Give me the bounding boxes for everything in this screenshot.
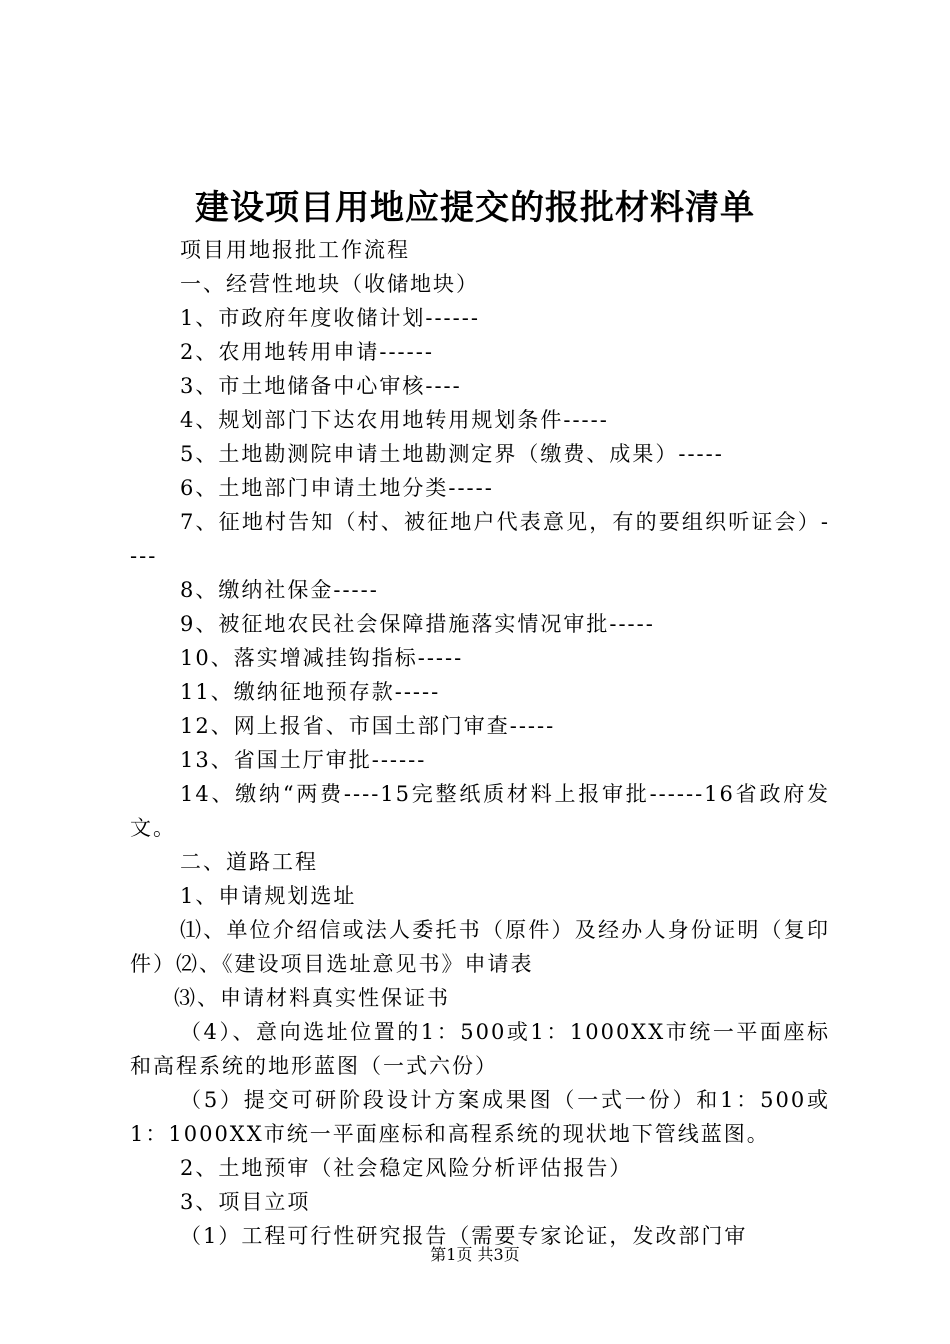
paragraph: 4、规划部门下达农用地转用规划条件----- — [180, 408, 609, 432]
paragraph: 1、申请规划选址 — [180, 884, 357, 908]
paragraph: 3、市土地储备中心审核---- — [180, 374, 462, 398]
paragraph: 8、缴纳社保金----- — [180, 578, 379, 602]
paragraph: 项目用地报批工作流程 — [180, 238, 410, 262]
paragraph: ⑴、单位介绍信或法人委托书（原件）及经办人身份证明（复印件）⑵、《建设项目选址意见书》申请表 — [130, 918, 830, 976]
paragraph: 1、市政府年度收储计划------ — [180, 306, 480, 330]
paragraph: （1）工程可行性研究报告（需要专家论证，发改部门审 — [180, 1224, 748, 1248]
paragraph: 5、土地勘测院申请土地勘测定界（缴费、成果）----- — [180, 442, 724, 466]
paragraph: 10、落实增减挂钩指标----- — [180, 646, 464, 670]
paragraph: 一、经营性地块（收储地块） — [180, 272, 479, 296]
paragraph: 9、被征地农民社会保障措施落实情况审批----- — [180, 612, 655, 636]
page-footer: 第1页 共3页 — [430, 1245, 520, 1264]
paragraph: 6、土地部门申请土地分类----- — [180, 476, 494, 500]
paragraph: 3、项目立项 — [180, 1190, 311, 1214]
document-title: 建设项目用地应提交的报批材料清单 — [195, 188, 755, 228]
paragraph: 二、道路工程 — [180, 850, 318, 874]
paragraph: 11、缴纳征地预存款----- — [180, 680, 441, 704]
paragraph: 2、土地预审（社会稳定风险分析评估报告） — [180, 1156, 633, 1180]
paragraph: （4）、意向选址位置的1：500或1：1000XX市统一平面座标和高程系统的地形蓝图（一式六份） — [130, 1020, 830, 1078]
paragraph: ⑶、申请材料真实性保证书 — [174, 986, 450, 1010]
document-body — [130, 233, 830, 1253]
paragraph: （5）提交可研阶段设计方案成果图（一式一份）和1：500或1：1000XX市统一平面座标和高程系统的现状地下管线蓝图。 — [130, 1088, 830, 1146]
paragraph: 2、农用地转用申请------ — [180, 340, 434, 364]
paragraph: 12、网上报省、市国土部门审查----- — [180, 714, 556, 738]
paragraph: 14、缴纳“两费----15完整纸质材料上报审批------16省政府发文。 — [130, 782, 830, 840]
paragraph: 7、征地村告知（村、被征地户代表意见，有的要组织听证会）---- — [130, 510, 830, 568]
paragraph: 13、省国土厅审批------ — [180, 748, 427, 772]
